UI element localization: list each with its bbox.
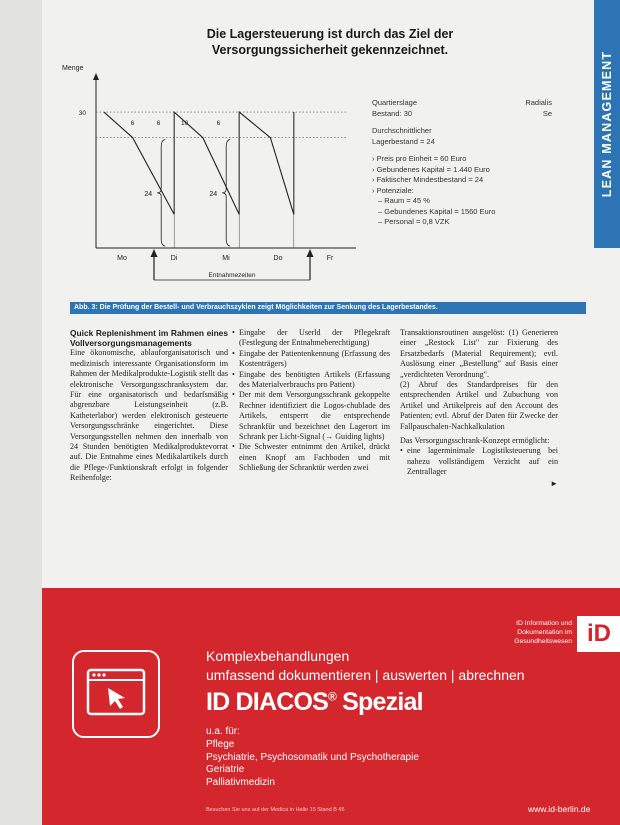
advertiser-logo-mark: iD bbox=[587, 620, 611, 647]
article-paragraph: Eine ökonomische, ablauforganisatorisch und medizinisch interessante Organisationsform im Rahmen der Medikalprodukte-Logistik stellt das elektronische Versorgungsschranksystem dar. Für eine organisatorisch und bedarfsmäßig abgrenzbare Leistungseinheit (z.B. Katheterlabor) werden elektronisch gesteuerte Versorgungsschränke eingerichtet. Diese Versorgungsstellen nehmen den innerhalb von 24 Stunden benötigten Medikalproduktevorrat auf. Die Entnahme eines Medikalartikels durch die Pflege-/Funktionskraft erfolgt in folgender Reihenfolge: bbox=[70, 348, 228, 483]
legend-row bbox=[372, 109, 552, 120]
y-axis-label: Menge bbox=[62, 65, 84, 72]
article-column-1 bbox=[70, 328, 228, 484]
segment-label: 6 bbox=[156, 119, 161, 127]
product-name: ID DIACOS® Spezial bbox=[206, 688, 423, 716]
legend-label: Bestand: 30 bbox=[372, 108, 413, 118]
stock-level-chart bbox=[60, 60, 360, 285]
segment-label: 6 bbox=[216, 119, 221, 127]
article-column-2 bbox=[232, 328, 390, 474]
continue-arrow-icon: ► bbox=[550, 478, 558, 488]
arrow-head-icon bbox=[307, 249, 314, 257]
advertiser-logo bbox=[577, 616, 620, 652]
procedure-list bbox=[232, 328, 390, 474]
list-item: • eine lagerminimale Logistiksteuerung bei nahezu vollständigem Verzicht auf ein Zentrallager bbox=[400, 446, 558, 477]
advertiser-link[interactable]: www.id-berlin.de bbox=[528, 804, 591, 814]
legend-sub-bullet: – Raum = 45 % bbox=[378, 196, 430, 205]
figure-title-line-2: Versorgungssicherheit gekennzeichnet. bbox=[211, 43, 449, 57]
x-tick-label: Di bbox=[170, 255, 178, 262]
legend-average-label: Durchschnittlicher bbox=[372, 126, 432, 135]
legend-bullet: › Faktischer Mindestbestand = 24 bbox=[372, 175, 484, 184]
legend-bullet: › Gebundenes Kapital = 1.440 Euro bbox=[372, 164, 490, 174]
ad-subheadline: umfassend dokumentieren | auswerten | abrechnen bbox=[206, 667, 525, 683]
legend-label: Quartierslage bbox=[372, 98, 418, 107]
y-tick-label: 30 bbox=[78, 110, 86, 118]
article-paragraph: Transaktionsroutinen ausgelöst: (1) Generieren einer „Restock List" zur Fixierung des Ersatzbedarfs (Material Requirement); evtl. Auslösung einer „Bestellung" auf Basis einer „verdichteten Verordnung". bbox=[400, 328, 558, 379]
list-item: Geriatrie bbox=[206, 764, 245, 775]
legend-sub-bullet: – Personal = 0,8 VZK bbox=[378, 217, 450, 226]
article-body bbox=[70, 328, 586, 578]
advertiser-tagline: ID Information und Dokumentation im Gesundheitswesen bbox=[514, 620, 572, 645]
ad-footnote: Besuchen Sie uns auf der Medica in Halle 15 Stand B 45 bbox=[206, 807, 345, 813]
legend-value: Radialis bbox=[525, 98, 552, 107]
list-item: • Eingabe der Userld der Pflegekraft (Festlegung der Entnahmeberechtigung) bbox=[232, 328, 390, 349]
brace-label: 24 bbox=[144, 190, 153, 198]
figure-title bbox=[150, 26, 510, 58]
page-gutter bbox=[0, 0, 42, 825]
article-heading: Quick Replenishment im Rahmen eines Vollversorgungsmanagements bbox=[70, 328, 228, 349]
legend-value: Se bbox=[542, 108, 552, 118]
brace-label: 24 bbox=[209, 190, 218, 198]
section-banner bbox=[594, 0, 620, 248]
legend-average-value: Lagerbestand = 24 bbox=[372, 136, 435, 146]
x-tick-label: Mo bbox=[117, 255, 127, 262]
section-banner-label: LEAN MANAGEMENT bbox=[600, 50, 614, 198]
brace bbox=[157, 140, 165, 246]
list-item: Palliativmedizin bbox=[206, 776, 275, 788]
benefits-list bbox=[400, 446, 558, 477]
x-axis-label: Entnahmezeiten bbox=[208, 272, 256, 279]
list-item: • Eingabe der Patientenkennung (Erfassung des Kostenträgers) bbox=[232, 349, 390, 370]
ad-specialty-list bbox=[206, 739, 419, 789]
legend-sub-bullet: – Gebundenes Kapital = 1560 Euro bbox=[378, 206, 496, 216]
arrow-head-icon bbox=[151, 249, 158, 257]
stock-level-line bbox=[104, 112, 294, 214]
figure-caption: Abb. 3: Die Prüfung der Bestell- und Verbrauchszyklen zeigt Möglichkeiten zur Senkung des Lagerbestandes. bbox=[70, 302, 586, 314]
article-column-3 bbox=[400, 328, 558, 489]
x-tick-label: Mi bbox=[222, 255, 230, 262]
article-paragraph: (2) Abruf des Standardpreises für den entsprechenden Artikel und Zubuchung von Artikel und Artikelpreis auf den Account des Patienten; evtl. Abruf der Daten für Zwecke der Fallpauschalen-Nachkalkulation bbox=[400, 380, 558, 431]
segment-label: 10 bbox=[180, 119, 189, 127]
y-axis-arrow-icon bbox=[93, 73, 99, 80]
list-item: Pflege bbox=[206, 739, 235, 750]
list-item: Psychiatrie, Psychosomatik und Psychotherapie bbox=[206, 751, 419, 763]
legend-bullet: › Preis pro Einheit = 60 Euro bbox=[372, 154, 467, 163]
x-tick-label: Do bbox=[273, 255, 283, 262]
chart-legend bbox=[372, 98, 552, 228]
x-tick-label: Fr bbox=[326, 255, 334, 262]
legend-bullet: › Potenziale: bbox=[372, 185, 414, 195]
article-paragraph: Das Versorgungsschrank-Konzept ermöglicht: bbox=[400, 436, 550, 446]
figure-title-line-1: Die Lagersteuerung ist durch das Ziel der bbox=[206, 27, 454, 41]
software-window-icon bbox=[72, 650, 160, 738]
list-item: • Eingabe des benötigten Artikels (Erfassung des Materialverbrauchs pro Patient) bbox=[232, 370, 390, 391]
list-item: • Die Schwester entnimmt den Artikel, drückt einen Knopf am Fachboden und mit Schließung der Schranktür werden zwei bbox=[232, 442, 390, 473]
list-item: • Der mit dem Versorgungsschrank gekoppelte Rechner identifiziert die Logos-chublade des Artikels, entsperrt die entsprechende Schrankfür und bezeichnet den Lagerort im Schrank per Licht-Signal (→ Guiding lights) bbox=[232, 390, 390, 442]
ad-headline: Komplexbehandlungen bbox=[206, 648, 350, 664]
advertisement[interactable] bbox=[42, 588, 620, 825]
legend-row bbox=[372, 98, 552, 109]
ad-for-label: u.a. für: bbox=[206, 726, 240, 737]
segment-label: 6 bbox=[130, 119, 135, 127]
